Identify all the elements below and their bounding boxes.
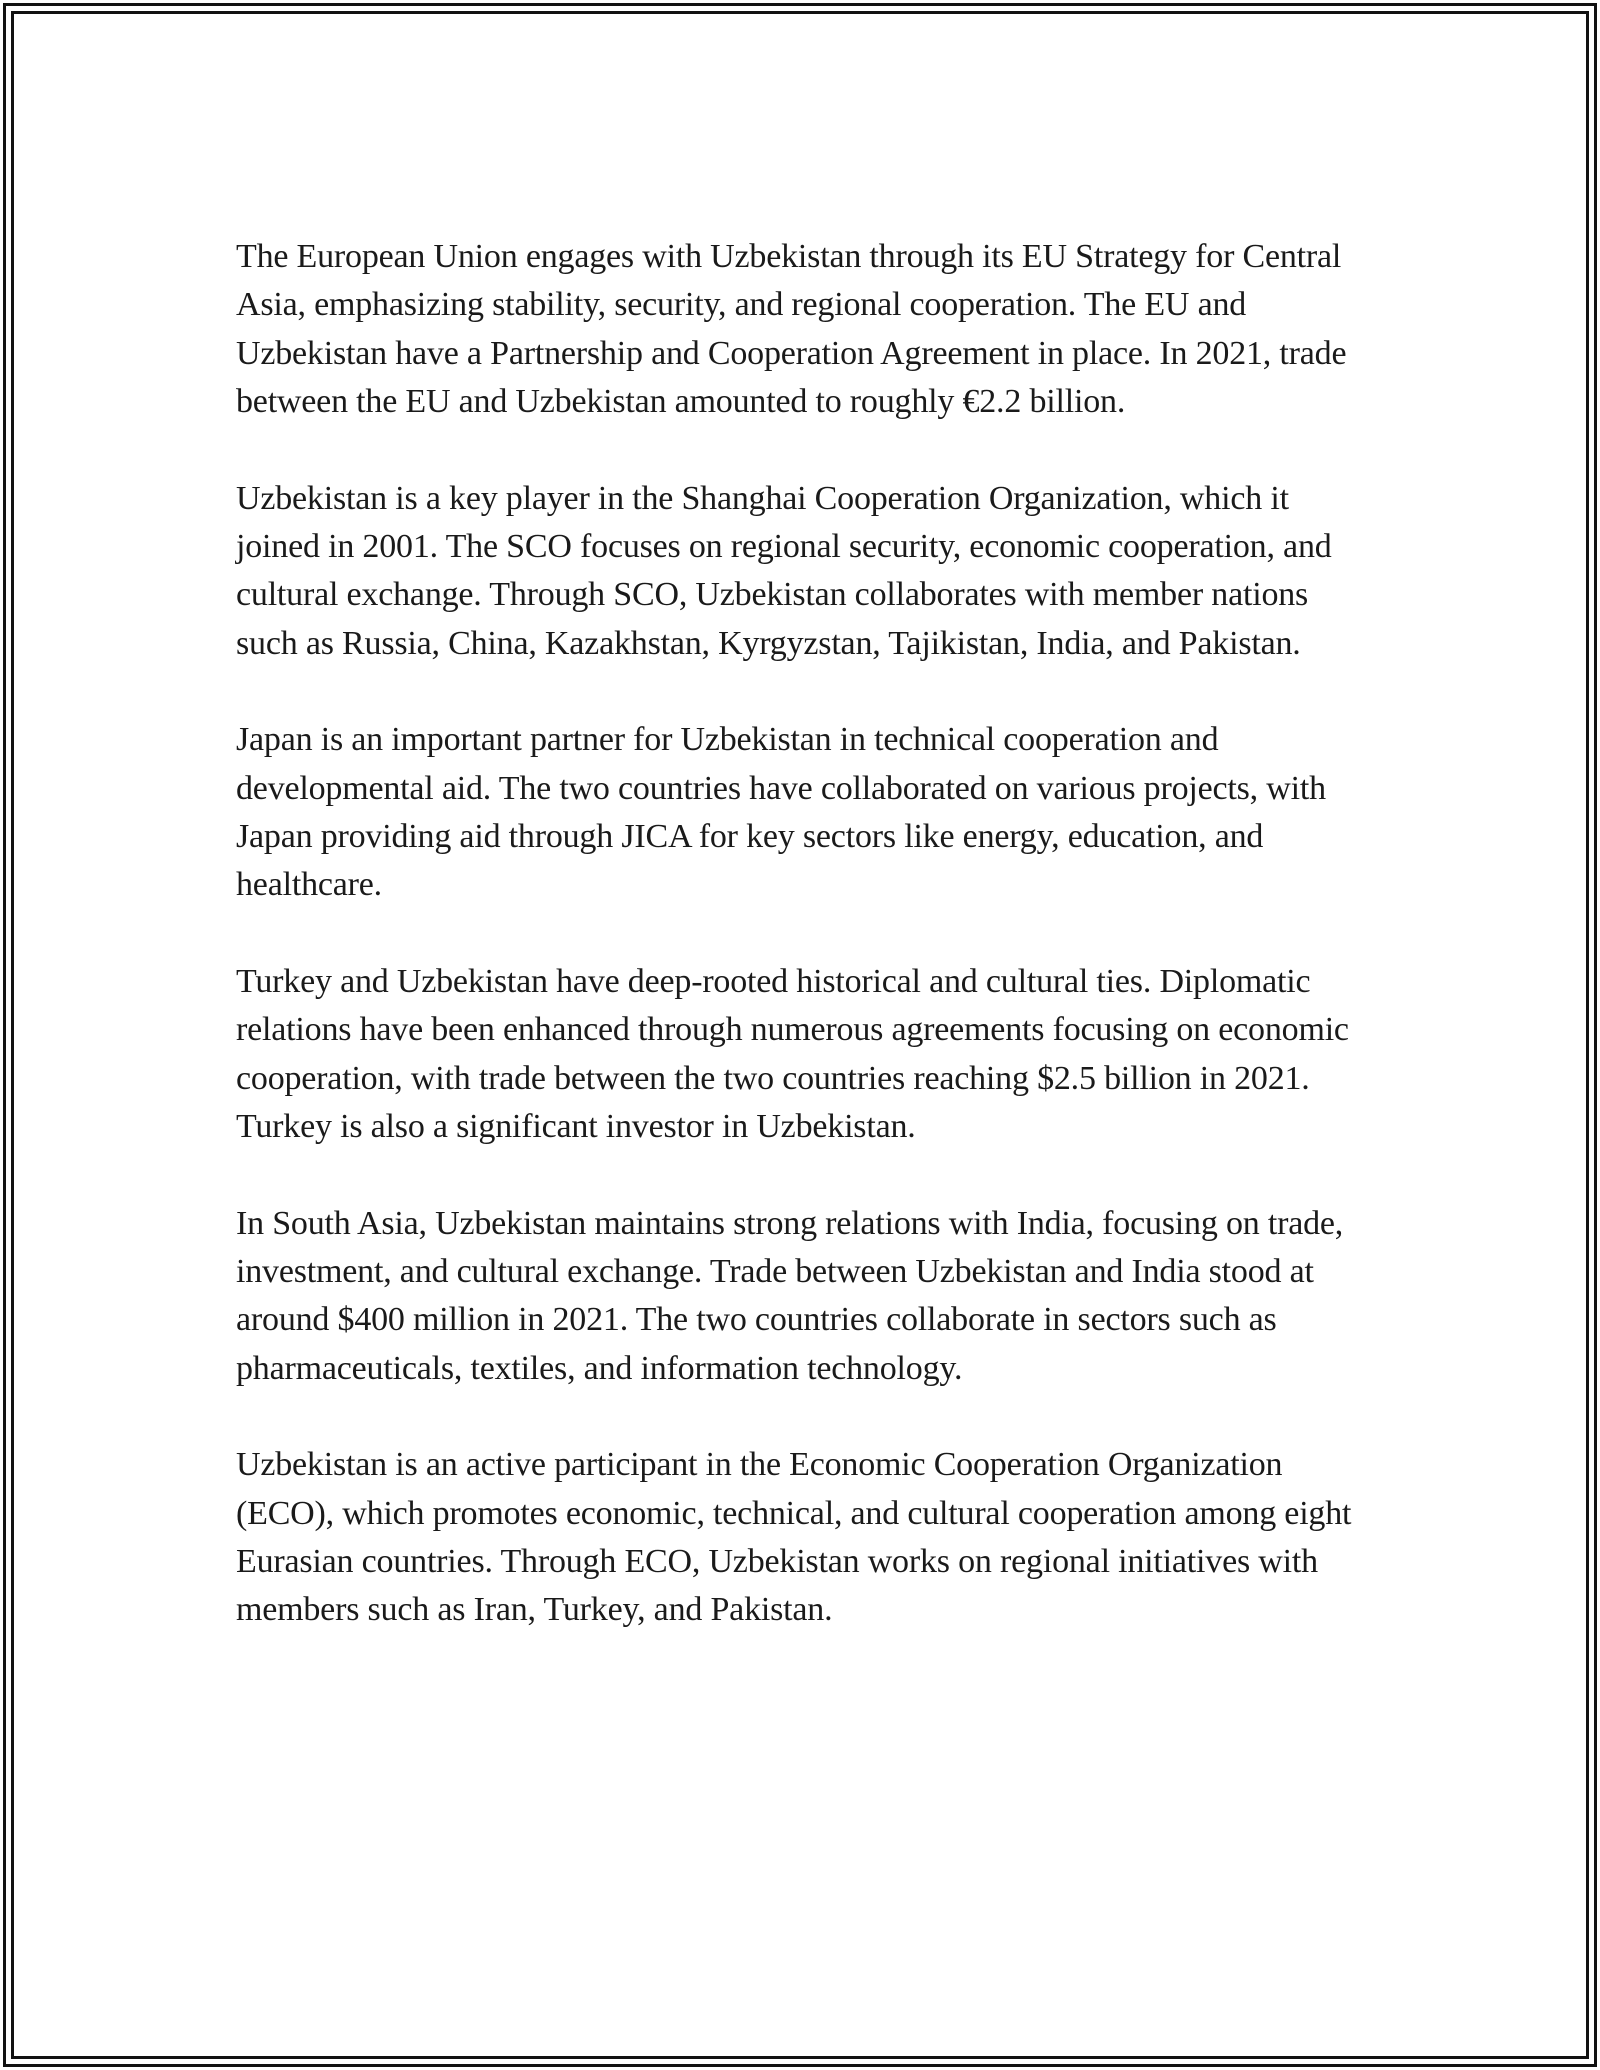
paragraph-eu-relations: The European Union engages with Uzbekistan through its EU Strategy for Central Asia, emphasizing stability, security, and regional cooperation. The EU and Uzbekistan have a Partnership and Cooperation Agreement in place. In 2021, trade between the EU and Uzbekistan amounted to roughly €2.2 billion. bbox=[236, 238, 1347, 421]
paragraph-india-relations: In South Asia, Uzbekistan maintains strong relations with India, focusing on trade, investment, and cultural exchange. Trade between Uzbekistan and India stood at around $400 million in 2021. The two countries collaborate in sectors such as pharmaceuticals, textiles, and information technology. bbox=[236, 1204, 1344, 1387]
paragraph-sco-relations: Uzbekistan is a key player in the Shanghai Cooperation Organization, which it joined in 2001. The SCO focuses on regional security, economic cooperation, and cultural exchange. Through SCO, Uzbekistan collaborates with member nations such as Russia, China, Kazakhstan, Kyrgyzstan, Tajikistan, India, and Pakistan. bbox=[236, 479, 1332, 662]
document-body bbox=[236, 233, 1366, 1635]
paragraph-turkey-relations: Turkey and Uzbekistan have deep-rooted historical and cultural ties. Diplomatic relations have been enhanced through numerous agreements focusing on economic cooperation, with trade between the two countries reaching $2.5 billion in 2021. Turkey is also a significant investor in Uzbekistan. bbox=[236, 962, 1349, 1146]
paragraph-eco-relations: Uzbekistan is an active participant in the Economic Cooperation Organization (ECO), which promotes economic, technical, and cultural cooperation among eight Eurasian countries. Through ECO, Uzbekistan works on regional initiatives with members such as Iran, Turkey, and Pakistan. bbox=[236, 1446, 1352, 1629]
paragraph-japan-relations: Japan is an important partner for Uzbekistan in technical cooperation and developmental aid. The two countries have collaborated on various projects, with Japan providing aid through JICA for key sectors like energy, education, and healthcare. bbox=[236, 721, 1326, 904]
